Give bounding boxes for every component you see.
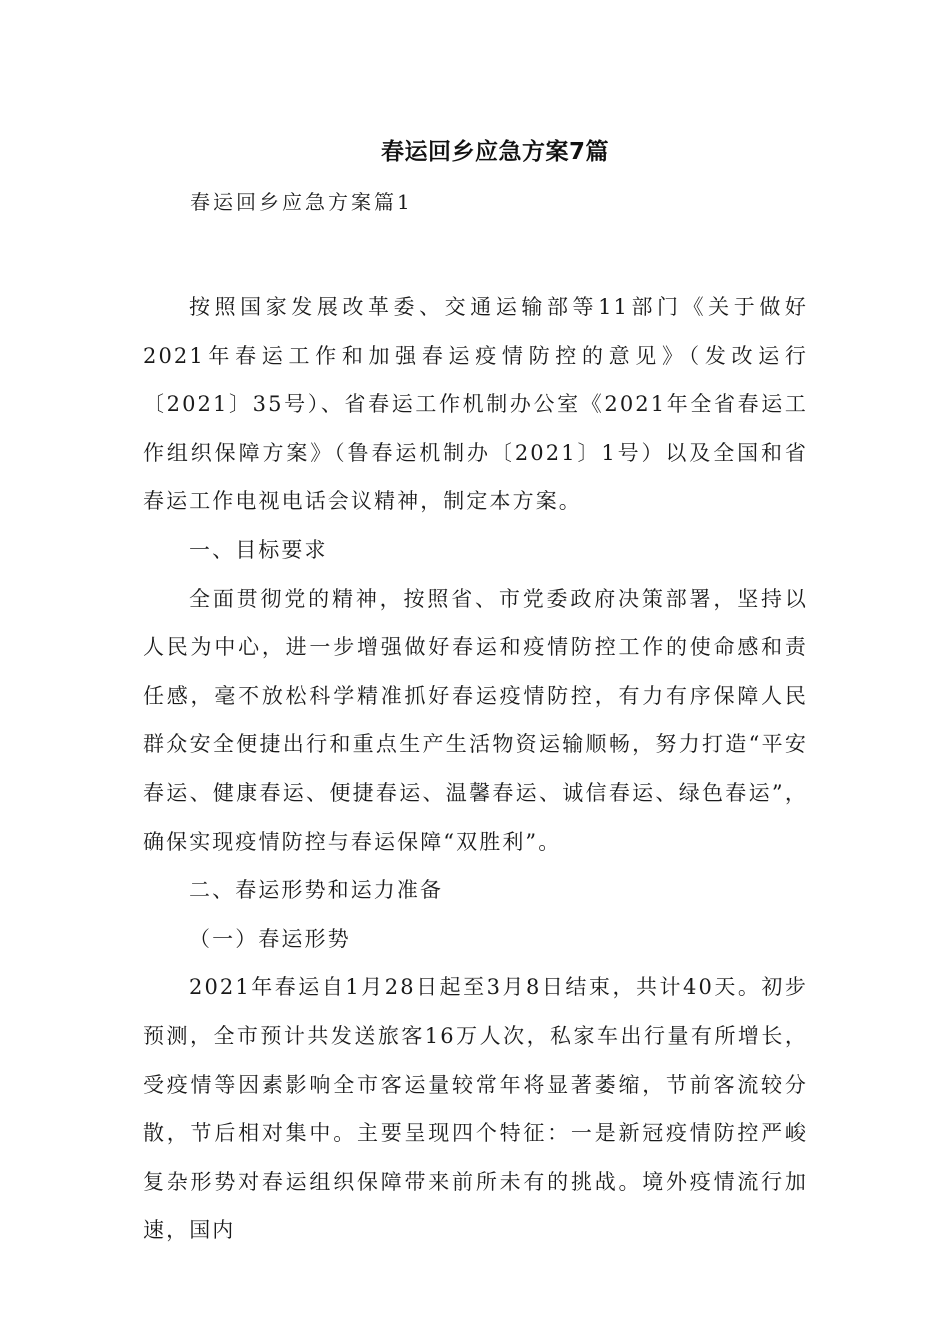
document-subtitle: 春运回乡应急方案篇1 xyxy=(190,190,413,214)
paragraph-intro: 按照国家发展改革委、交通运输部等11部门《关于做好2021年春运工作和加强春运疫情防控的意见》（发改运行〔2021〕35号）、省春运工作机制办公室《2021年全省春运工作组织保障方案》（鲁春运机制办〔2021〕1号）以及全国和省春运工作电视电话会议精神，制定本方案。 xyxy=(143,295,808,514)
subsection-heading-situation: （一）春运形势 xyxy=(189,926,351,951)
paragraph-goals: 全面贯彻党的精神，按照省、市党委政府决策部署，坚持以人民为中心，进一步增强做好春运和疫情防控工作的使命感和责任感，毫不放松科学精准抓好春运疫情防控，有力有序保障人民群众安全便捷出行和重点生产生活物资运输顺畅，努力打造“平安春运、健康春运、便捷春运、温馨春运、诚信春运、绿色春运”，确保实现疫情防控与春运保障“双胜利”。 xyxy=(143,586,808,854)
document-body xyxy=(143,283,808,1255)
document-title: 春运回乡应急方案7篇 xyxy=(380,139,609,165)
section-heading-situation: 二、春运形势和运力准备 xyxy=(189,878,444,903)
section-heading-goals: 一、目标要求 xyxy=(189,537,328,562)
paragraph-situation: 2021年春运自1月28日起至3月8日结束，共计40天。初步预测，全市预计共发送旅客16万人次，私家车出行量有所增长，受疫情等因素影响全市客运量较常年将显著萎缩，节前客流较分散，节后相对集中。主要呈现四个特征：一是新冠疫情防控严峻复杂形势对春运组织保障带来前所未有的挑战。境外疫情流行加速，国内 xyxy=(143,975,808,1243)
